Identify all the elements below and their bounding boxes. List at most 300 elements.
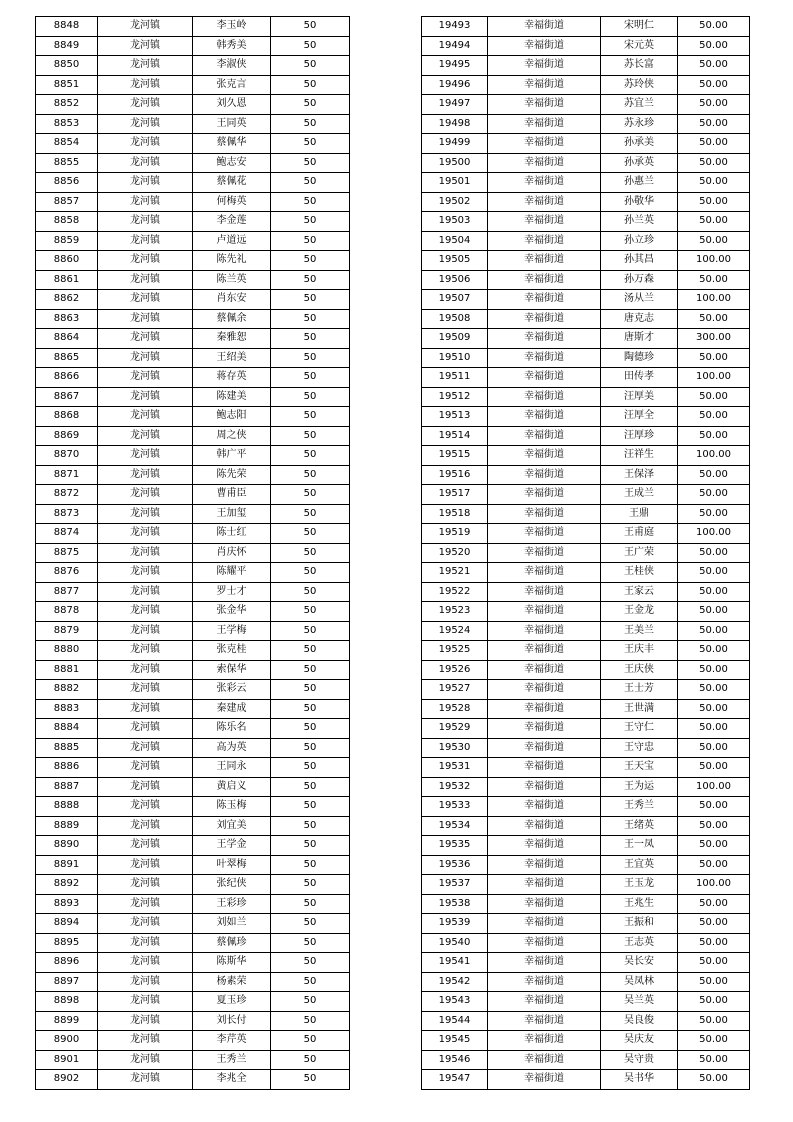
id-cell: 8896 <box>36 953 98 973</box>
town-cell: 龙河镇 <box>98 17 193 37</box>
amount-cell: 50.00 <box>678 719 750 739</box>
amount-cell: 50 <box>271 543 350 563</box>
id-cell: 19529 <box>422 719 488 739</box>
amount-cell: 50.00 <box>678 95 750 115</box>
table-row <box>422 524 750 544</box>
amount-cell: 50 <box>271 56 350 76</box>
amount-cell: 50 <box>271 680 350 700</box>
name-cell: 苏永珍 <box>601 114 678 134</box>
amount-cell: 50.00 <box>678 1050 750 1070</box>
town-cell: 幸福街道 <box>488 524 601 544</box>
id-cell: 19536 <box>422 855 488 875</box>
id-cell: 19493 <box>422 17 488 37</box>
name-cell: 陈先荣 <box>193 465 271 485</box>
town-cell: 龙河镇 <box>98 992 193 1012</box>
amount-cell: 50 <box>271 699 350 719</box>
table-row <box>422 290 750 310</box>
id-cell: 19544 <box>422 1011 488 1031</box>
amount-cell: 50.00 <box>678 836 750 856</box>
name-cell: 吴书华 <box>601 1070 678 1090</box>
table-row <box>422 543 750 563</box>
table-row <box>36 933 350 953</box>
town-cell: 龙河镇 <box>98 504 193 524</box>
town-cell: 幸福街道 <box>488 797 601 817</box>
amount-cell: 50.00 <box>678 173 750 193</box>
id-cell: 19542 <box>422 972 488 992</box>
name-cell: 王守仁 <box>601 719 678 739</box>
amount-cell: 50 <box>271 465 350 485</box>
table-row <box>36 797 350 817</box>
id-cell: 19541 <box>422 953 488 973</box>
id-cell: 19530 <box>422 738 488 758</box>
amount-cell: 100.00 <box>678 446 750 466</box>
name-cell: 王金龙 <box>601 602 678 622</box>
town-cell: 龙河镇 <box>98 95 193 115</box>
table-row <box>422 17 750 37</box>
id-cell: 8898 <box>36 992 98 1012</box>
amount-cell: 50.00 <box>678 212 750 232</box>
town-cell: 幸福街道 <box>488 621 601 641</box>
id-cell: 19528 <box>422 699 488 719</box>
town-cell: 龙河镇 <box>98 621 193 641</box>
table-row <box>36 524 350 544</box>
name-cell: 王同永 <box>193 758 271 778</box>
name-cell: 卢道远 <box>193 231 271 251</box>
town-cell: 幸福街道 <box>488 602 601 622</box>
town-cell: 龙河镇 <box>98 387 193 407</box>
id-cell: 19496 <box>422 75 488 95</box>
amount-cell: 50 <box>271 231 350 251</box>
id-cell: 8888 <box>36 797 98 817</box>
table-row <box>422 953 750 973</box>
table-row <box>422 387 750 407</box>
id-cell: 19520 <box>422 543 488 563</box>
table-row <box>422 933 750 953</box>
amount-cell: 50 <box>271 563 350 583</box>
amount-cell: 50 <box>271 836 350 856</box>
table-row <box>36 407 350 427</box>
id-cell: 19527 <box>422 680 488 700</box>
amount-cell: 50 <box>271 95 350 115</box>
id-cell: 19537 <box>422 875 488 895</box>
id-cell: 8884 <box>36 719 98 739</box>
id-cell: 8867 <box>36 387 98 407</box>
town-cell: 幸福街道 <box>488 1050 601 1070</box>
table-row <box>36 348 350 368</box>
name-cell: 黄启义 <box>193 777 271 797</box>
name-cell: 王守忠 <box>601 738 678 758</box>
amount-cell: 50 <box>271 212 350 232</box>
name-cell: 王世满 <box>601 699 678 719</box>
table-row <box>36 270 350 290</box>
name-cell: 陈兰英 <box>193 270 271 290</box>
town-cell: 龙河镇 <box>98 231 193 251</box>
id-cell: 8881 <box>36 660 98 680</box>
name-cell: 叶翠梅 <box>193 855 271 875</box>
town-cell: 幸福街道 <box>488 1011 601 1031</box>
table-row <box>36 621 350 641</box>
amount-cell: 50.00 <box>678 816 750 836</box>
table-row <box>36 953 350 973</box>
id-cell: 8854 <box>36 134 98 154</box>
amount-cell: 50 <box>271 1050 350 1070</box>
town-cell: 幸福街道 <box>488 582 601 602</box>
id-cell: 8883 <box>36 699 98 719</box>
town-cell: 龙河镇 <box>98 855 193 875</box>
id-cell: 8863 <box>36 309 98 329</box>
town-cell: 幸福街道 <box>488 972 601 992</box>
town-cell: 幸福街道 <box>488 1070 601 1090</box>
id-cell: 19523 <box>422 602 488 622</box>
table-row <box>36 173 350 193</box>
name-cell: 王学梅 <box>193 621 271 641</box>
id-cell: 8864 <box>36 329 98 349</box>
id-cell: 19501 <box>422 173 488 193</box>
table-row <box>36 1031 350 1051</box>
name-cell: 唐斯才 <box>601 329 678 349</box>
right-table-body <box>422 17 750 1090</box>
amount-cell: 50 <box>271 290 350 310</box>
town-cell: 幸福街道 <box>488 914 601 934</box>
table-row <box>36 758 350 778</box>
id-cell: 19545 <box>422 1031 488 1051</box>
name-cell: 唐克志 <box>601 309 678 329</box>
name-cell: 王同英 <box>193 114 271 134</box>
town-cell: 幸福街道 <box>488 641 601 661</box>
name-cell: 孙承美 <box>601 134 678 154</box>
amount-cell: 50 <box>271 524 350 544</box>
table-row <box>422 855 750 875</box>
table-row <box>36 738 350 758</box>
id-cell: 19498 <box>422 114 488 134</box>
name-cell: 陈先礼 <box>193 251 271 271</box>
amount-cell: 50.00 <box>678 426 750 446</box>
amount-cell: 50 <box>271 914 350 934</box>
id-cell: 8862 <box>36 290 98 310</box>
id-cell: 8889 <box>36 816 98 836</box>
town-cell: 龙河镇 <box>98 134 193 154</box>
town-cell: 龙河镇 <box>98 309 193 329</box>
name-cell: 苏长富 <box>601 56 678 76</box>
id-cell: 8894 <box>36 914 98 934</box>
amount-cell: 50 <box>271 933 350 953</box>
table-row <box>36 212 350 232</box>
table-row <box>36 387 350 407</box>
amount-cell: 50.00 <box>678 855 750 875</box>
name-cell: 陈玉梅 <box>193 797 271 817</box>
amount-cell: 50 <box>271 387 350 407</box>
id-cell: 19500 <box>422 153 488 173</box>
name-cell: 田传孝 <box>601 368 678 388</box>
table-row <box>36 504 350 524</box>
amount-cell: 50.00 <box>678 231 750 251</box>
name-cell: 韩秀美 <box>193 36 271 56</box>
table-row <box>36 836 350 856</box>
name-cell: 王玉龙 <box>601 875 678 895</box>
amount-cell: 50 <box>271 797 350 817</box>
table-row <box>36 368 350 388</box>
id-cell: 8858 <box>36 212 98 232</box>
amount-cell: 50 <box>271 582 350 602</box>
name-cell: 王士芳 <box>601 680 678 700</box>
name-cell: 王家云 <box>601 582 678 602</box>
table-row <box>36 582 350 602</box>
table-row <box>422 114 750 134</box>
name-cell: 鲍志阳 <box>193 407 271 427</box>
town-cell: 龙河镇 <box>98 953 193 973</box>
table-row <box>422 914 750 934</box>
amount-cell: 50 <box>271 36 350 56</box>
id-cell: 8886 <box>36 758 98 778</box>
table-row <box>422 36 750 56</box>
name-cell: 苏玲侠 <box>601 75 678 95</box>
id-cell: 19503 <box>422 212 488 232</box>
name-cell: 王一凤 <box>601 836 678 856</box>
town-cell: 龙河镇 <box>98 329 193 349</box>
town-cell: 幸福街道 <box>488 270 601 290</box>
id-cell: 8855 <box>36 153 98 173</box>
id-cell: 8895 <box>36 933 98 953</box>
town-cell: 龙河镇 <box>98 1011 193 1031</box>
amount-cell: 50.00 <box>678 953 750 973</box>
table-row <box>422 972 750 992</box>
table-row <box>36 446 350 466</box>
table-row <box>36 602 350 622</box>
id-cell: 19510 <box>422 348 488 368</box>
id-cell: 8856 <box>36 173 98 193</box>
amount-cell: 50.00 <box>678 582 750 602</box>
table-row <box>36 153 350 173</box>
town-cell: 幸福街道 <box>488 212 601 232</box>
table-row <box>36 1070 350 1090</box>
town-cell: 龙河镇 <box>98 699 193 719</box>
town-cell: 幸福街道 <box>488 992 601 1012</box>
name-cell: 王加玺 <box>193 504 271 524</box>
town-cell: 龙河镇 <box>98 777 193 797</box>
amount-cell: 50 <box>271 602 350 622</box>
id-cell: 8861 <box>36 270 98 290</box>
name-cell: 王广荣 <box>601 543 678 563</box>
name-cell: 陈耀平 <box>193 563 271 583</box>
table-row <box>422 992 750 1012</box>
table-row <box>422 1070 750 1090</box>
town-cell: 幸福街道 <box>488 680 601 700</box>
town-cell: 幸福街道 <box>488 738 601 758</box>
table-row <box>36 251 350 271</box>
id-cell: 8870 <box>36 446 98 466</box>
amount-cell: 100.00 <box>678 524 750 544</box>
name-cell: 刘如兰 <box>193 914 271 934</box>
name-cell: 李金莲 <box>193 212 271 232</box>
amount-cell: 100.00 <box>678 251 750 271</box>
table-row <box>422 816 750 836</box>
town-cell: 幸福街道 <box>488 504 601 524</box>
table-row <box>422 329 750 349</box>
town-cell: 龙河镇 <box>98 1050 193 1070</box>
id-cell: 8901 <box>36 1050 98 1070</box>
table-row <box>422 192 750 212</box>
town-cell: 龙河镇 <box>98 485 193 505</box>
id-cell: 19504 <box>422 231 488 251</box>
amount-cell: 50 <box>271 309 350 329</box>
table-row <box>422 582 750 602</box>
town-cell: 龙河镇 <box>98 1070 193 1090</box>
amount-cell: 50 <box>271 855 350 875</box>
amount-cell: 50.00 <box>678 660 750 680</box>
table-row <box>36 699 350 719</box>
town-cell: 龙河镇 <box>98 914 193 934</box>
town-cell: 幸福街道 <box>488 309 601 329</box>
id-cell: 19505 <box>422 251 488 271</box>
town-cell: 幸福街道 <box>488 329 601 349</box>
table-row <box>36 114 350 134</box>
table-row <box>422 641 750 661</box>
id-cell: 8885 <box>36 738 98 758</box>
name-cell: 张克言 <box>193 75 271 95</box>
name-cell: 罗士才 <box>193 582 271 602</box>
amount-cell: 50.00 <box>678 621 750 641</box>
town-cell: 幸福街道 <box>488 758 601 778</box>
table-row <box>422 680 750 700</box>
id-cell: 8872 <box>36 485 98 505</box>
town-cell: 幸福街道 <box>488 836 601 856</box>
name-cell: 刘宜美 <box>193 816 271 836</box>
amount-cell: 50 <box>271 426 350 446</box>
name-cell: 鲍志安 <box>193 153 271 173</box>
town-cell: 幸福街道 <box>488 660 601 680</box>
amount-cell: 50 <box>271 738 350 758</box>
table-row <box>422 368 750 388</box>
town-cell: 龙河镇 <box>98 758 193 778</box>
table-row <box>422 212 750 232</box>
town-cell: 幸福街道 <box>488 446 601 466</box>
town-cell: 龙河镇 <box>98 75 193 95</box>
id-cell: 19533 <box>422 797 488 817</box>
name-cell: 王天宝 <box>601 758 678 778</box>
amount-cell: 50 <box>271 972 350 992</box>
table-row <box>36 56 350 76</box>
id-cell: 8853 <box>36 114 98 134</box>
town-cell: 龙河镇 <box>98 1031 193 1051</box>
id-cell: 19508 <box>422 309 488 329</box>
name-cell: 汪厚全 <box>601 407 678 427</box>
amount-cell: 50.00 <box>678 387 750 407</box>
amount-cell: 50.00 <box>678 114 750 134</box>
table-row <box>422 231 750 251</box>
name-cell: 李玉岭 <box>193 17 271 37</box>
town-cell: 龙河镇 <box>98 426 193 446</box>
amount-cell: 50 <box>271 875 350 895</box>
id-cell: 8849 <box>36 36 98 56</box>
table-row <box>422 465 750 485</box>
name-cell: 陈乐名 <box>193 719 271 739</box>
name-cell: 吴守贵 <box>601 1050 678 1070</box>
id-cell: 8873 <box>36 504 98 524</box>
name-cell: 王桂侠 <box>601 563 678 583</box>
amount-cell: 50.00 <box>678 914 750 934</box>
town-cell: 龙河镇 <box>98 660 193 680</box>
table-row <box>36 231 350 251</box>
table-row <box>422 75 750 95</box>
id-cell: 8878 <box>36 602 98 622</box>
name-cell: 汪祥生 <box>601 446 678 466</box>
id-cell: 19517 <box>422 485 488 505</box>
name-cell: 宋元英 <box>601 36 678 56</box>
table-row <box>36 894 350 914</box>
amount-cell: 50.00 <box>678 309 750 329</box>
amount-cell: 50 <box>271 641 350 661</box>
table-row <box>36 75 350 95</box>
town-cell: 幸福街道 <box>488 75 601 95</box>
name-cell: 王为运 <box>601 777 678 797</box>
id-cell: 8887 <box>36 777 98 797</box>
name-cell: 蔡佩珍 <box>193 933 271 953</box>
table-row <box>422 777 750 797</box>
name-cell: 吴良俊 <box>601 1011 678 1031</box>
table-row <box>422 563 750 583</box>
id-cell: 19526 <box>422 660 488 680</box>
town-cell: 龙河镇 <box>98 543 193 563</box>
id-cell: 19513 <box>422 407 488 427</box>
amount-cell: 50.00 <box>678 933 750 953</box>
amount-cell: 50.00 <box>678 36 750 56</box>
amount-cell: 50.00 <box>678 797 750 817</box>
town-cell: 龙河镇 <box>98 738 193 758</box>
name-cell: 王绍美 <box>193 348 271 368</box>
id-cell: 8897 <box>36 972 98 992</box>
amount-cell: 50.00 <box>678 563 750 583</box>
town-cell: 幸福街道 <box>488 36 601 56</box>
id-cell: 8893 <box>36 894 98 914</box>
town-cell: 幸福街道 <box>488 699 601 719</box>
amount-cell: 50.00 <box>678 348 750 368</box>
name-cell: 王甫庭 <box>601 524 678 544</box>
town-cell: 幸福街道 <box>488 933 601 953</box>
name-cell: 王宜英 <box>601 855 678 875</box>
table-row <box>36 1050 350 1070</box>
left-table-body <box>36 17 350 1090</box>
id-cell: 19507 <box>422 290 488 310</box>
id-cell: 19497 <box>422 95 488 115</box>
name-cell: 韩广平 <box>193 446 271 466</box>
town-cell: 幸福街道 <box>488 348 601 368</box>
amount-cell: 50 <box>271 348 350 368</box>
id-cell: 8859 <box>36 231 98 251</box>
table-row <box>422 426 750 446</box>
id-cell: 19531 <box>422 758 488 778</box>
id-cell: 8902 <box>36 1070 98 1090</box>
id-cell: 8899 <box>36 1011 98 1031</box>
id-cell: 19511 <box>422 368 488 388</box>
amount-cell: 50.00 <box>678 56 750 76</box>
table-row <box>36 992 350 1012</box>
town-cell: 龙河镇 <box>98 290 193 310</box>
name-cell: 王鼎 <box>601 504 678 524</box>
town-cell: 龙河镇 <box>98 192 193 212</box>
id-cell: 19539 <box>422 914 488 934</box>
town-cell: 幸福街道 <box>488 465 601 485</box>
name-cell: 索保华 <box>193 660 271 680</box>
table-row <box>36 680 350 700</box>
amount-cell: 100.00 <box>678 290 750 310</box>
name-cell: 王彩珍 <box>193 894 271 914</box>
table-row <box>422 251 750 271</box>
id-cell: 8880 <box>36 641 98 661</box>
table-row <box>422 504 750 524</box>
amount-cell: 100.00 <box>678 368 750 388</box>
name-cell: 李芹英 <box>193 1031 271 1051</box>
amount-cell: 50.00 <box>678 543 750 563</box>
